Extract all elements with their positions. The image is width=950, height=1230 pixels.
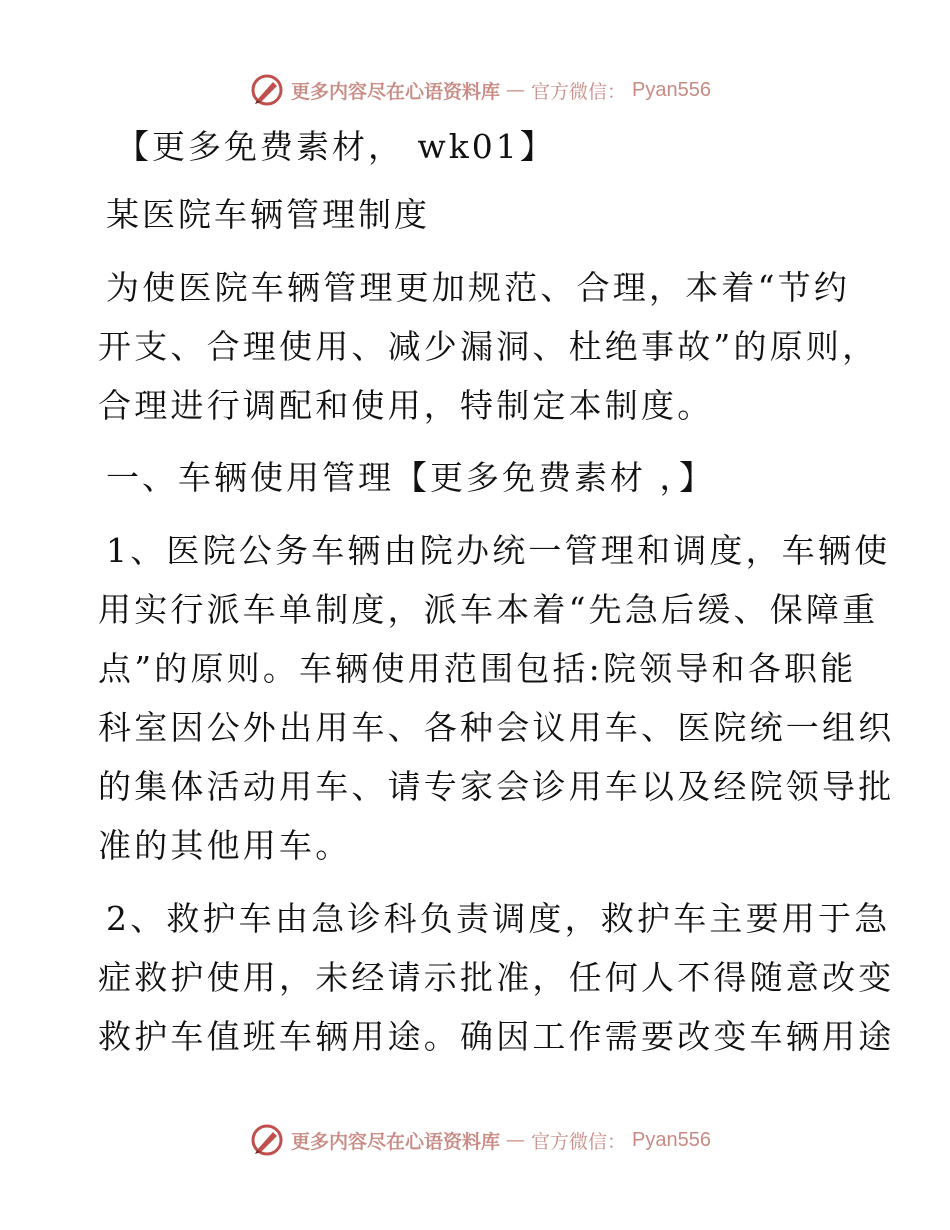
- pen-logo-icon: [249, 72, 285, 108]
- pen-logo-icon: [249, 1122, 285, 1158]
- intro-line: 合理进行调配和使用，特制定本制度。: [98, 386, 714, 425]
- item-2-line: 救护车值班车辆用途。确因工作需要改变车辆用途: [98, 1017, 895, 1056]
- footer-wechat-label: 官方微信：: [531, 1130, 627, 1153]
- intro-line: 为使医院车辆管理更加规范、合理，本着“节约: [106, 268, 851, 307]
- item-1-line: 的集体活动用车、请专家会诊用车以及经院领导批: [98, 767, 895, 806]
- promo-line: 【更多免费素材， wk01】: [116, 127, 556, 166]
- page-header: [0, 70, 950, 110]
- intro-paragraph: [98, 258, 879, 435]
- intro-line: 开支、合理使用、减少漏洞、杜绝事故”的原则，: [98, 327, 879, 366]
- header-wechat-id: Pyan556: [632, 78, 711, 101]
- section-heading: 一、车辆使用管理【更多免费素材 ，】: [106, 458, 715, 497]
- footer-wechat-id: Pyan556: [632, 1128, 711, 1151]
- item-2-line: 症救护使用，未经请示批准，任何人不得随意改变: [98, 958, 895, 997]
- header-banner-text: 更多内容尽在心语资料库: [291, 80, 501, 103]
- footer-banner-dash: —: [506, 1129, 526, 1151]
- item-1-line: 用实行派车单制度，派车本着“先急后缓、保障重: [98, 590, 879, 629]
- header-banner-dash: —: [506, 79, 526, 101]
- header-wechat-label: 官方微信：: [531, 80, 627, 103]
- item-2-line: 2、救护车由急诊科负责调度，救护车主要用于急: [106, 899, 891, 938]
- item-1-line: 1、医院公务车辆由院办统一管理和调度，车辆使: [106, 531, 891, 570]
- item-2-paragraph: [98, 889, 895, 1066]
- item-1-line: 准的其他用车。: [98, 826, 352, 865]
- page-footer: [0, 1120, 950, 1160]
- footer-banner-text: 更多内容尽在心语资料库: [291, 1130, 501, 1153]
- item-1-line: 点”的原则。车辆使用范围包括:院领导和各职能: [98, 649, 857, 688]
- document-title: 某医院车辆管理制度: [106, 195, 430, 234]
- document-body: [98, 118, 895, 1066]
- item-1-paragraph: [98, 521, 895, 875]
- item-1-line: 科室因公外出用车、各种会议用车、医院统一组织: [98, 708, 895, 747]
- footer-banner: [249, 1122, 711, 1158]
- header-banner: [249, 72, 711, 108]
